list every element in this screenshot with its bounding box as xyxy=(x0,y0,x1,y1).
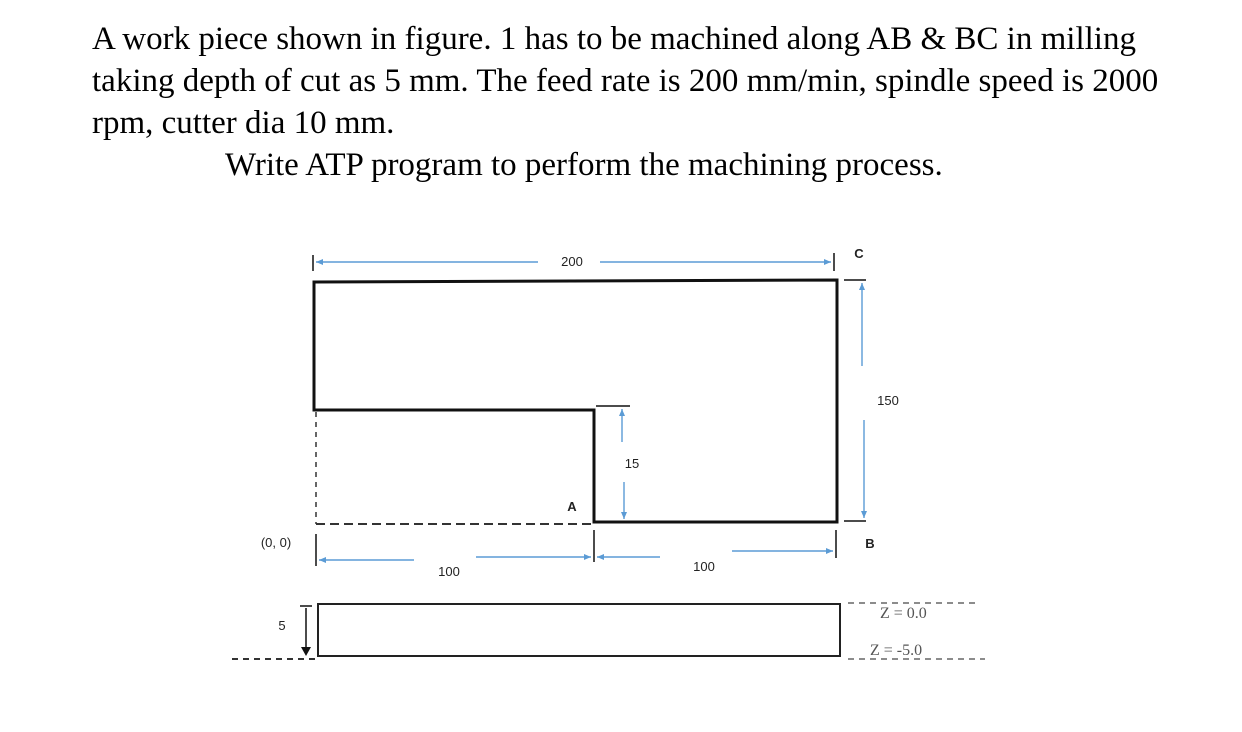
dimension-right-height xyxy=(844,280,899,521)
workpiece-top-outline xyxy=(314,280,837,522)
dimension-thickness xyxy=(278,606,312,656)
origin-label: (0, 0) xyxy=(260,535,292,550)
dimension-bottom xyxy=(316,530,836,579)
workpiece-side-view xyxy=(318,604,840,656)
dim-label-100-right: 100 xyxy=(693,559,715,574)
dim-label-200: 200 xyxy=(561,254,583,269)
point-label-c: C xyxy=(854,246,864,261)
dim-label-15: 15 xyxy=(624,456,640,471)
point-label-b: B xyxy=(865,536,875,551)
z-level-bottom-label: Z = -5.0 xyxy=(870,642,923,659)
dimension-step-height xyxy=(596,406,639,519)
dim-label-150: 150 xyxy=(877,393,899,408)
question-task: Write ATP program to perform the machining process. xyxy=(225,147,943,183)
dim-label-100-left: 100 xyxy=(438,564,460,579)
point-label-a: A xyxy=(567,499,577,514)
z-level-top-label: Z = 0.0 xyxy=(880,605,927,622)
dim-label-5: 5 xyxy=(278,618,286,633)
question-paragraph: A work piece shown in figure. 1 has to be machined along AB & BC in milling taking depth of cut as 5 mm. The feed rate is 200 mm/min, spindle speed is 2000 rpm, cutter dia 10 mm. xyxy=(92,21,1159,141)
dimension-top-width xyxy=(313,253,834,271)
